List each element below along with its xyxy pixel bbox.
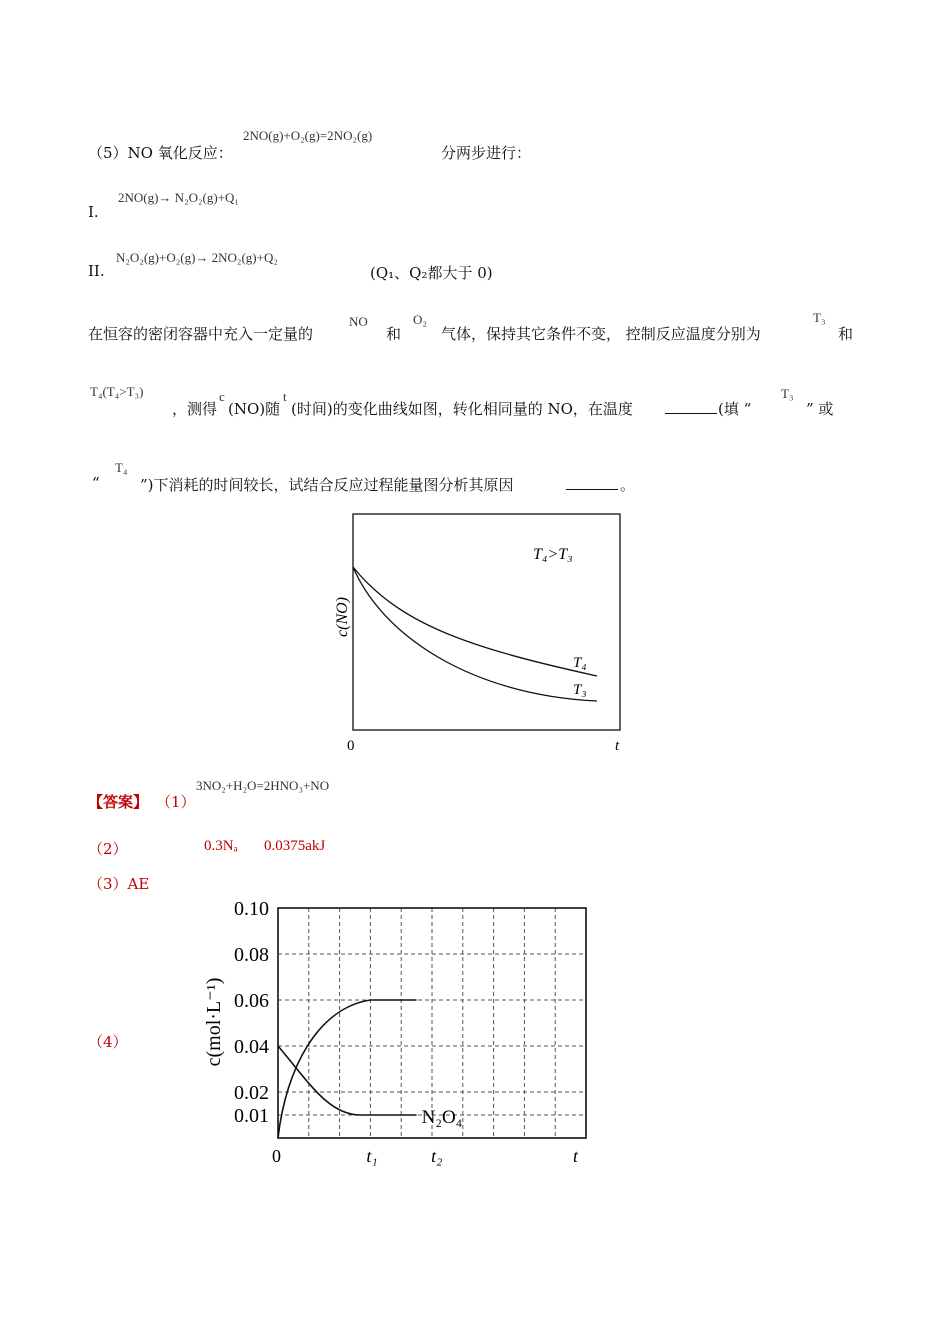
- p1-and2: 和: [838, 325, 854, 343]
- p2-text-c: (时间)的变化曲线如图，转化相同量的 NO，在温度: [291, 400, 633, 418]
- fig1-label-t3: T₃: [573, 682, 587, 698]
- step1-equation: 2NO(g)→ N₂O₂(g)+Q₁: [118, 190, 239, 205]
- answer-tag: 【答案】: [88, 793, 149, 811]
- figure-no-concentration: [320, 505, 640, 760]
- answer-2-value-2: 0.0375akJ: [264, 838, 326, 854]
- p1-t3: T₃: [813, 310, 826, 325]
- p2-c: c: [219, 389, 225, 404]
- p2-t4-condition: T₄(T₄>T₃): [90, 384, 144, 399]
- p1-text-a: 在恒容的密闭容器中充入一定量的: [88, 325, 314, 343]
- p1-and: 和: [386, 325, 402, 343]
- series-label-n2o4: N₂O₄: [421, 1107, 463, 1128]
- fig1-curve-t4: [353, 567, 597, 676]
- p3-t4: T₄: [115, 460, 128, 475]
- q5-main-equation: 2NO(g)+O₂(g)=2NO₂(g): [243, 128, 373, 143]
- p2-t3: T₃: [781, 386, 794, 401]
- p1-no: NO: [349, 314, 368, 329]
- p2-text-d: (填 “: [718, 400, 752, 418]
- fig1-annotation: T₄>T₃: [533, 546, 573, 563]
- step2-equation: N₂O₂(g)+O₂(g)→ 2NO₂(g)+Q₂: [116, 250, 278, 265]
- series-line-n2o4: [278, 1046, 417, 1115]
- x-tick-label: t₂: [431, 1146, 443, 1166]
- answer-2-value-1: 0.3Nₐ: [204, 838, 238, 854]
- answer-4-num: （4）: [88, 1033, 128, 1051]
- p2-text-a: ，测得: [172, 400, 218, 418]
- q5-tail: 分两步进行：: [441, 144, 532, 162]
- step1-label: I.: [88, 203, 99, 221]
- fig1-xlabel: t: [615, 738, 620, 754]
- y-tick-label: 0.08: [234, 944, 269, 966]
- answer-3: （3）AE: [88, 875, 150, 893]
- chart-grid: [278, 908, 586, 1138]
- p3-blank[interactable]: [566, 474, 618, 492]
- answer-1-num: （1）: [156, 793, 196, 811]
- chart-xlabel: t: [573, 1146, 579, 1166]
- p3-text-b: ”)下消耗的时间较长，试结合反应过程能量图分析其原因: [140, 476, 514, 494]
- chart-origin: 0: [272, 1146, 281, 1166]
- y-tick-label: 0.10: [234, 898, 269, 920]
- p3-text-c: 。: [620, 476, 636, 494]
- answer-2-num: （2）: [88, 840, 128, 858]
- y-tick-label: 0.01: [234, 1105, 269, 1127]
- p1-text-b: 气体，保持其它条件不变， 控制反应温度分别为: [441, 325, 761, 343]
- fig1-ylabel: c(NO): [334, 597, 351, 637]
- step2-label: II.: [88, 262, 105, 280]
- p1-o2: O₂: [413, 312, 427, 327]
- p2-text-e: ” 或: [806, 400, 834, 418]
- p3-text-a: “: [92, 474, 100, 492]
- step2-note: (Q₁、Q₂都大于 0): [370, 264, 493, 282]
- p2-text-b: (NO)随: [228, 400, 281, 418]
- answer-4-chart: [195, 892, 605, 1177]
- x-tick-label: t₁: [366, 1146, 378, 1166]
- fig1-curve-t3: [353, 567, 597, 701]
- q5-lead: （5）NO 氧化反应：: [88, 144, 233, 162]
- y-tick-label: 0.02: [234, 1082, 269, 1104]
- y-tick-label: 0.04: [234, 1036, 269, 1058]
- series-line-rising: [278, 1000, 417, 1138]
- p2-blank[interactable]: [665, 398, 717, 416]
- p2-t: t: [283, 389, 287, 404]
- y-tick-label: 0.06: [234, 990, 269, 1012]
- chart-ylabel: c(mol·L⁻¹): [203, 977, 225, 1067]
- fig1-label-t4: T₄: [573, 655, 587, 671]
- answer-1-equation: 3NO₂+H₂O=2HNO₃+NO: [196, 778, 330, 793]
- fig1-origin: 0: [347, 738, 355, 754]
